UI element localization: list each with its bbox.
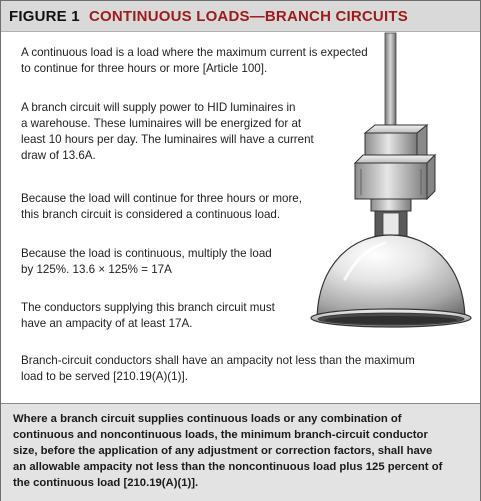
code-reference-line: continuous and noncontinuous loads, the minimum branch-circuit conductor [13, 429, 428, 441]
figure-title: CONTINUOUS LOADS—BRANCH CIRCUITS [89, 8, 408, 25]
code-reference-line: the continuous load [210.19(A)(1)]. [13, 477, 199, 489]
paragraph-line: load to be served [210.19(A)(1)]. [21, 370, 188, 383]
code-reference-text [13, 411, 475, 491]
paragraph-line: have an ampacity of at least 17A. [21, 317, 193, 330]
hid-luminaire-icon [305, 29, 477, 335]
reflector-dome [317, 235, 465, 317]
reflector-rim [311, 309, 471, 327]
pendant-rod [385, 33, 396, 131]
paragraph-line: A continuous load is a load where the maximum current is expected [21, 46, 368, 59]
paragraph-code-rule [21, 353, 415, 385]
figure-label: FIGURE 1 [9, 8, 80, 25]
figure-header [1, 1, 480, 32]
paragraph-line: A branch circuit will supply power to HID luminaires in [21, 101, 296, 114]
paragraph-line: Because the load is continuous, multiply the load [21, 247, 272, 260]
paragraph-ampacity-requirement [21, 300, 275, 332]
paragraph-calculation [21, 246, 272, 278]
code-reference-line: an allowable ampacity not less than the noncontinuous load plus 125 percent of [13, 461, 443, 473]
code-reference-box [1, 403, 480, 501]
paragraph-line: draw of 13.6A. [21, 149, 96, 162]
paragraph-line: a warehouse. These luminaires will be energized for at [21, 117, 302, 130]
paragraph-line: Because the load will continue for three hours or more, [21, 192, 302, 205]
paragraph-warehouse-example [21, 100, 314, 164]
paragraph-line: The conductors supplying this branch circuit must [21, 301, 275, 314]
paragraph-continuous-conclusion [21, 191, 302, 223]
paragraph-line: by 125%. 13.6 × 125% = 17A [21, 263, 172, 276]
paragraph-line: to continue for three hours or more [Article 100]. [21, 62, 268, 75]
code-reference-line: size, before the application of any adjustment or correction factors, shall have [13, 445, 433, 457]
paragraph-line: least 10 hours per day. The luminaires will have a current [21, 133, 314, 146]
code-reference-line: Where a branch circuit supplies continuous loads or any combination of [13, 413, 402, 425]
paragraph-line: Branch-circuit conductors shall have an ampacity not less than the maximum [21, 354, 415, 367]
ballast-housing [355, 125, 435, 199]
paragraph-line: this branch circuit is considered a continuous load. [21, 208, 281, 221]
